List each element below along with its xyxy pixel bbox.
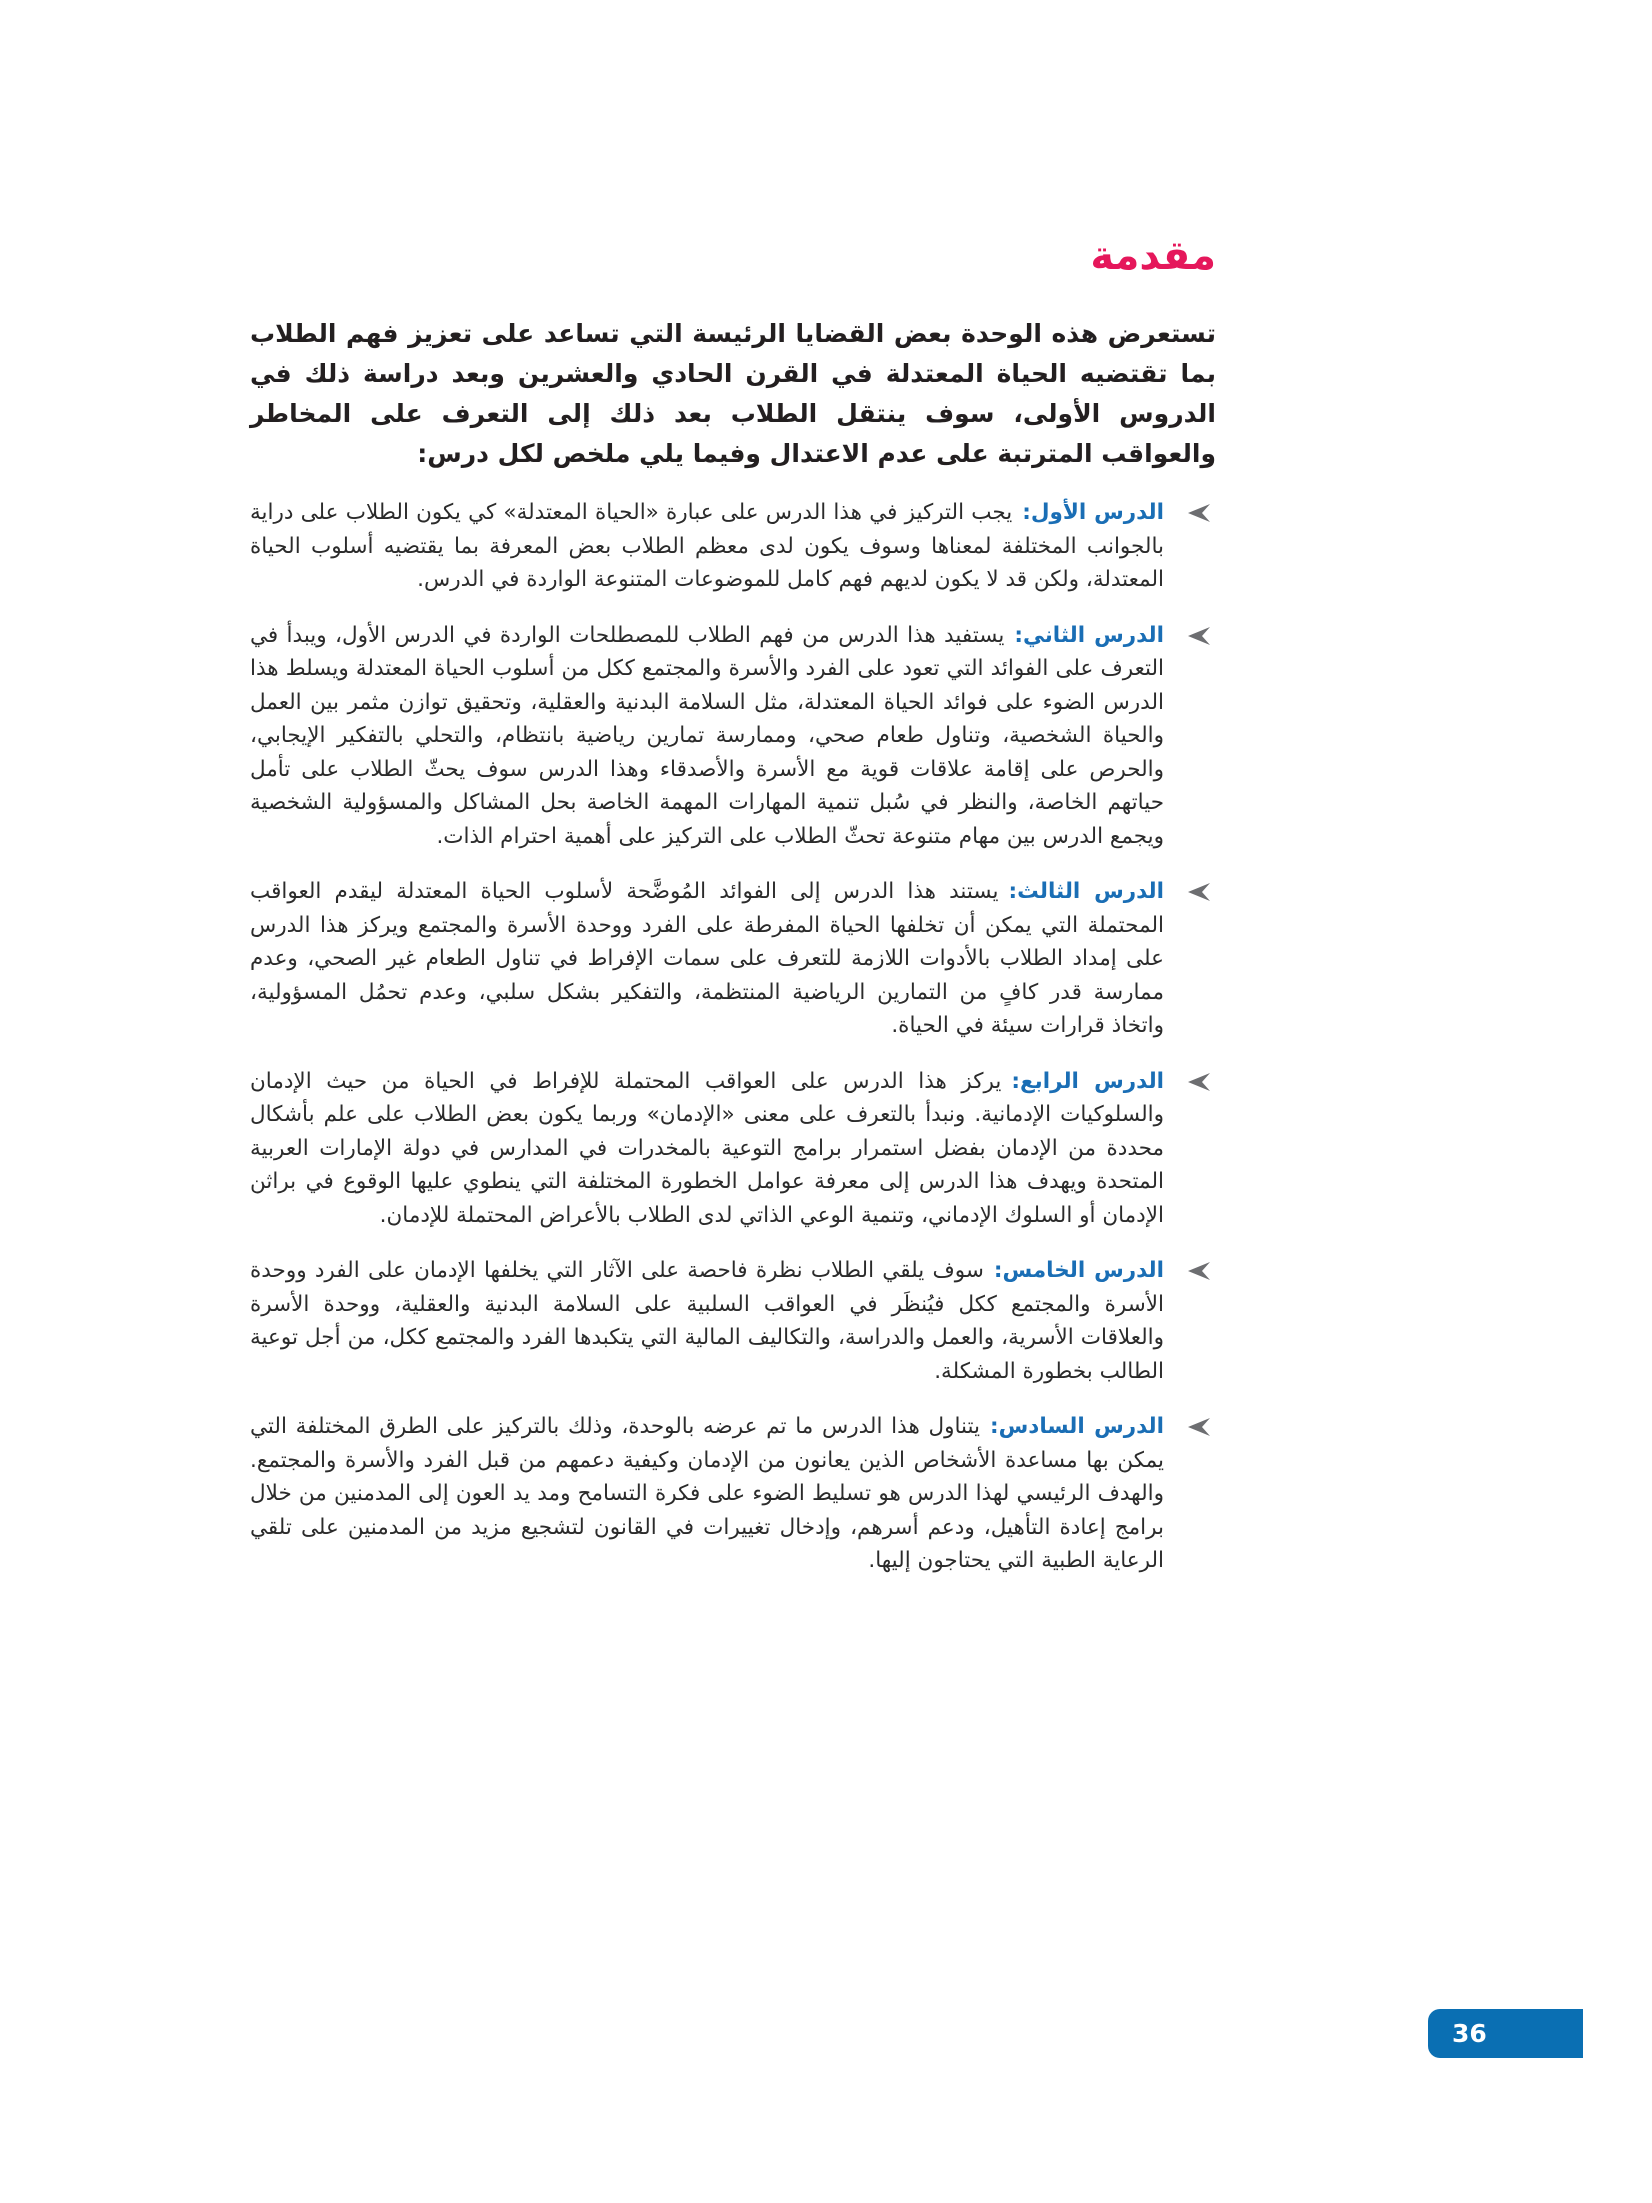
lesson-item-3	[250, 875, 1216, 1043]
intro-paragraph: تستعرض هذه الوحدة بعض القضايا الرئيسة التي تساعد على تعزيز فهم الطلاب بما تقتضيه الحياة المعتدلة في القرن الحادي والعشرين وبعد دراسة ذلك في الدروس الأولى، سوف ينتقل الطلاب بعد ذلك إلى التعرف على المخاطر والعواقب المترتبة على عدم الاعتدال وفيما يلي ملخص لكل درس:	[250, 319, 1216, 468]
lesson-text: يستند هذا الدرس إلى الفوائد المُوضَّحة لأسلوب الحياة المعتدلة ليقدم العواقب المحتملة التي يمكن أن تخلفها الحياة المفرطة على الفرد ووحدة الأسرة والمجتمع ويركز هذا الدرس على إمداد الطلاب بالأدوات اللازمة للتعرف على سمات الإفراط في تناول الطعام غير الصحي، وعدم ممارسة قدر كافٍ من التمارين الرياضية المنتظمة، والتفكير بشكل سلبي، وعدم تحمُل المسؤولية، واتخاذ قرارات سيئة في الحياة.	[250, 879, 1164, 1038]
page-number: 36	[1452, 2019, 1487, 2048]
arrow-bullet-icon	[1186, 880, 1212, 904]
arrow-bullet-icon	[1186, 624, 1212, 648]
lesson-title: الدرس الثالث:	[1008, 879, 1164, 904]
page-content	[250, 232, 1216, 1600]
arrow-bullet-icon	[1186, 501, 1212, 525]
arrow-bullet-icon	[1186, 1070, 1212, 1094]
lesson-text: يستفيد هذا الدرس من فهم الطلاب للمصطلحات الواردة في الدرس الأول، ويبدأ في التعرف على الفوائد التي تعود على الفرد والأسرة والمجتمع ككل من أسلوب الحياة المعتدلة ويسلط هذا الدرس الضوء على فوائد الحياة المعتدلة، مثل السلامة البدنية والعقلية، وتحقيق توازن مثمر بين العمل والحياة الشخصية، وتناول طعام صحي، وممارسة تمارين رياضية بانتظام، والتحلي بالتفكير الإيجابي، والحرص على إقامة علاقات قوية مع الأسرة والأصدقاء وهذا الدرس سوف يحثّ الطلاب على تأمل حياتهم الخاصة، والنظر في سُبل تنمية المهارات المهمة الخاصة بحل المشاكل والمسؤولية الشخصية ويجمع الدرس بين مهام متنوعة تحثّ الطلاب على التركيز على أهمية احترام الذات.	[250, 622, 1164, 849]
lesson-title: الدرس الرابع:	[1011, 1068, 1165, 1094]
lesson-item-2	[250, 619, 1216, 854]
lesson-item-6	[250, 1410, 1216, 1578]
arrow-bullet-icon	[1186, 1415, 1212, 1439]
lesson-item-4	[250, 1065, 1216, 1233]
arrow-bullet-icon	[1186, 1259, 1212, 1283]
lesson-text: يجب التركيز في هذا الدرس على عبارة «الحياة المعتدلة» كي يكون الطلاب على دراية بالجوانب المختلفة لمعناها وسوف يكون لدى معظم الطلاب بعض المعرفة بما يقتضيه أسلوب الحياة المعتدلة، ولكن قد لا يكون لديهم فهم كامل للموضوعات المتنوعة الواردة في الدرس.	[250, 500, 1164, 592]
page-number-badge	[1428, 2009, 1583, 2058]
lesson-item-1	[250, 496, 1216, 597]
lesson-text: يتناول هذا الدرس ما تم عرضه بالوحدة، وذلك بالتركيز على الطرق المختلفة التي يمكن بها مساعدة الأشخاص الذين يعانون من الإدمان وكيفية دعمهم من قبل الفرد والأسرة والمجتمع. والهدف الرئيسي لهذا الدرس هو تسليط الضوء على فكرة التسامح ومد يد العون إلى المدمنين من خلال برامج إعادة التأهيل، ودعم أسرهم، وإدخال تغييرات في القانون لتشجيع مزيد من المدمنين على تلقي الرعاية الطبية التي يحتاجون إليها.	[250, 1414, 1164, 1573]
lesson-text: يركز هذا الدرس على العواقب المحتملة للإفراط في الحياة من حيث الإدمان والسلوكيات الإدمانية. ونبدأ بالتعرف على معنى «الإدمان» وربما يكون بعض الطلاب على علم بأشكال محددة من الإدمان بفضل استمرار برامج التوعية بالمخدرات في المدارس في دولة الإمارات العربية المتحدة ويهدف هذا الدرس إلى معرفة عوامل الخطورة المختلفة التي ينطوي عليها الوقوع في براثن الإدمان أو السلوك الإدماني، وتنمية الوعي الذاتي لدى الطلاب بالأعراض المحتملة للإدمان.	[250, 1068, 1164, 1228]
lesson-title: الدرس الثاني:	[1014, 622, 1164, 648]
lesson-item-5	[250, 1254, 1216, 1388]
lesson-text: سوف يلقي الطلاب نظرة فاحصة على الآثار التي يخلفها الإدمان على الفرد ووحدة الأسرة والمجتمع ككل فيُنظَر في العواقب السلبية على السلامة البدنية والعقلية، ووحدة الأسرة والعلاقات الأسرية، والعمل والدراسة، والتكاليف المالية التي يتكبدها الفرد والمجتمع ككل، من أجل توعية الطالب بخطورة المشكلة.	[250, 1258, 1164, 1384]
lesson-title: الدرس الخامس:	[993, 1258, 1164, 1283]
page-title: مقدمة	[1090, 233, 1216, 279]
lesson-list	[250, 496, 1216, 1578]
lesson-title: الدرس الأول:	[1022, 500, 1165, 525]
lesson-title: الدرس السادس:	[990, 1414, 1165, 1439]
